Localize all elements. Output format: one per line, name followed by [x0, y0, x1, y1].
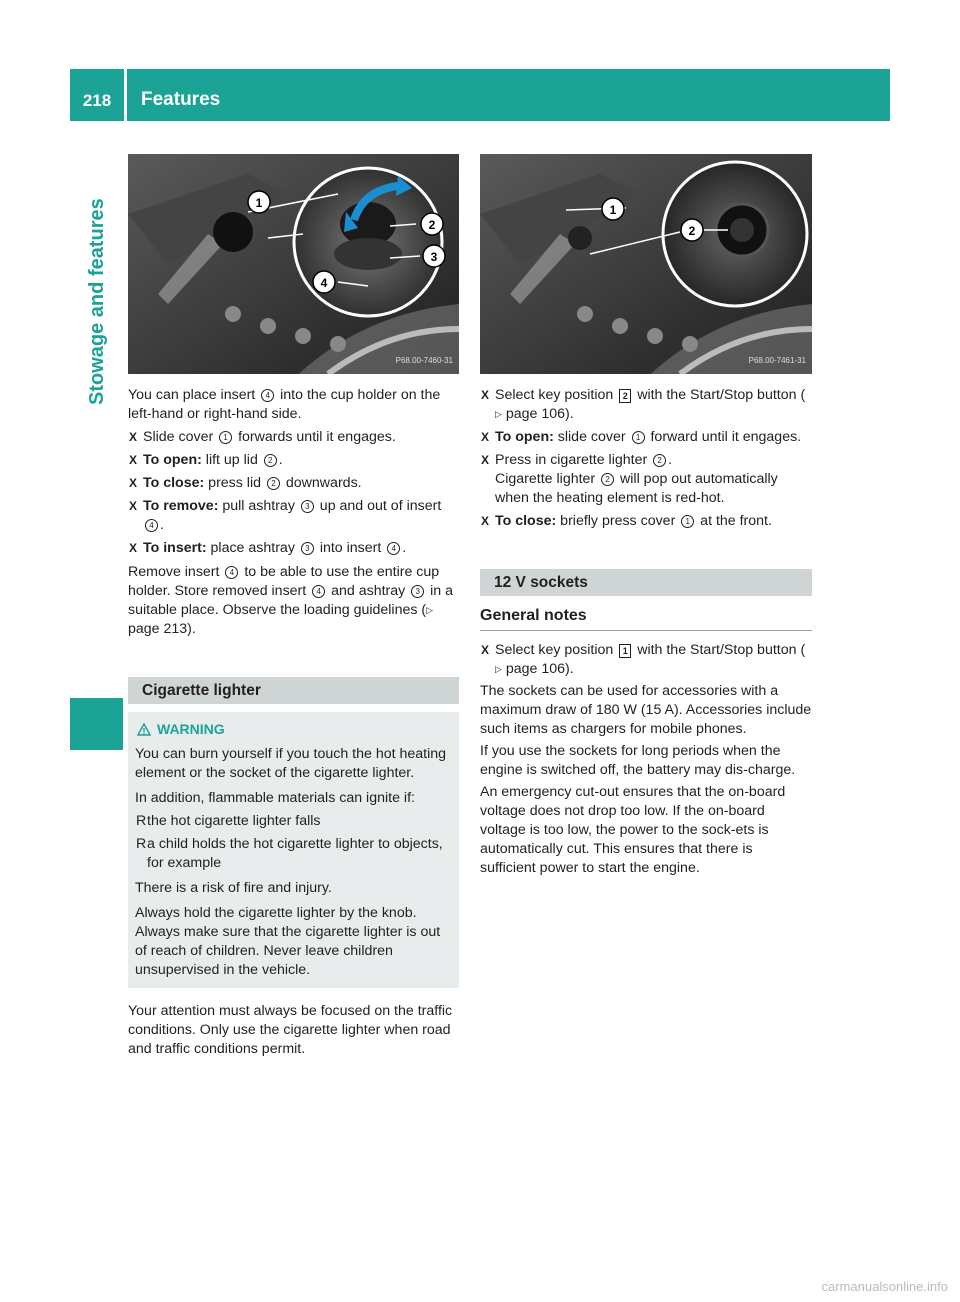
link-arrow-icon: ▷ — [495, 664, 502, 674]
watermark: carmanualsonline.info — [821, 1279, 948, 1294]
step-key-position-1: X Select key position 1 with the Start/Stop button (▷ page 106). — [481, 642, 806, 677]
svg-text:1: 1 — [255, 196, 263, 210]
link-arrow-icon: ▷ — [426, 605, 434, 615]
warning-text-1: You can burn yourself if you touch the hot heating element or the socket of the cigarette lighter. — [135, 746, 447, 781]
image-credit: P68.00-7461-31 — [748, 356, 806, 365]
callout-3 — [423, 245, 445, 267]
ashtray-illustration — [128, 154, 459, 374]
key-position-badge: 2 — [619, 389, 631, 403]
svg-text:1: 1 — [609, 203, 617, 217]
step-slide-cover: X Slide cover 1 forwards until it engages. — [129, 429, 396, 445]
ashtray-photo — [128, 154, 459, 374]
right-column — [480, 154, 812, 878]
sockets-paragraph-3: An emergency cut-out ensures that the on-board voltage does not drop too low. If the on-board voltage is too low, the power to the sock-ets is automatically cut. This ensures that there is sufficient power to start the engine. — [480, 784, 786, 876]
warning-text-2: In addition, flammable materials can ignite if: — [135, 790, 415, 806]
svg-text:3: 3 — [430, 250, 438, 264]
step-key-position-2: X Select key position 2 with the Start/Stop button (▷ page 106). — [481, 387, 806, 422]
warning-label: WARNING — [157, 721, 225, 737]
page-title: Features — [141, 89, 221, 110]
closing-paragraph: Your attention must always be focused on the traffic conditions. Only use the cigarette lighter when road and traffic conditions permit. — [128, 1003, 453, 1057]
side-tab-label: Stowage and features — [86, 198, 108, 405]
key-position-badge: 1 — [619, 644, 631, 658]
warning-box — [128, 712, 459, 988]
image-credit: P68.00-7460-31 — [395, 356, 453, 365]
warning-triangle-icon — [137, 723, 151, 736]
svg-text:2: 2 — [688, 224, 696, 238]
link-arrow-icon: ▷ — [495, 409, 502, 419]
section-12v-sockets: 12 V sockets — [480, 569, 812, 596]
step-open: X To open: slide cover 1 forward until it engages. — [481, 429, 802, 445]
warning-heading — [135, 720, 451, 739]
warning-bullet: R the hot cigarette lighter falls — [136, 813, 321, 829]
callout-4 — [313, 271, 335, 293]
header-divider — [124, 69, 127, 121]
step-press-lighter: X Press in cigarette lighter 2 . Cigarette lighter 2 will pop out automatically when the heating element is red-hot. — [481, 452, 778, 506]
step-close: X To close: briefly press cover 1 at the front. — [481, 513, 772, 529]
callout-2 — [681, 219, 703, 241]
step-insert: X To insert: place ashtray 3 into insert 4 . — [129, 540, 407, 556]
sockets-paragraph-1: The sockets can be used for accessories with a maximum draw of 180 W (15 A). Accessories include such items as chargers for mobile phones. — [480, 683, 812, 737]
section-cigarette-lighter: Cigarette lighter — [128, 677, 459, 704]
cigarette-lighter-photo — [480, 154, 812, 374]
callout-1 — [248, 191, 270, 213]
svg-text:4: 4 — [320, 276, 328, 290]
callout-1 — [602, 198, 624, 220]
step-open: X To open: lift up lid 2 . — [129, 452, 283, 468]
svg-text:2: 2 — [428, 218, 436, 232]
warning-bullet: R a child holds the hot cigarette lighter to objects, for example — [136, 836, 443, 871]
step-remove: X To remove: pull ashtray 3 up and out of insert 4 . — [129, 498, 442, 533]
warning-text-4: Always hold the cigarette lighter by the knob. Always make sure that the cigarette lighter is out of reach of children. Never leave children unsupervised in the vehicle. — [135, 905, 441, 978]
left-column — [128, 154, 459, 1059]
page-number: 218 — [82, 91, 112, 110]
step-close: X To close: press lid 2 downwards. — [129, 475, 362, 491]
cigarette-lighter-illustration — [480, 154, 812, 374]
intro-paragraph: You can place insert 4 into the cup holder on the left-hand or right-hand side. — [128, 387, 441, 422]
subheading-general-notes: General notes — [480, 606, 812, 631]
warning-text-3: There is a risk of fire and injury. — [135, 880, 332, 896]
sockets-paragraph-2: If you use the sockets for long periods when the engine is switched off, the battery may dis-charge. — [480, 743, 796, 778]
remove-insert-paragraph: Remove insert 4 to be able to use the entire cup holder. Store removed insert 4 and ashtray 3 in a suitable place. Observe the loading guidelines (▷ page 213). — [128, 564, 454, 637]
side-tab-marker — [70, 698, 123, 750]
callout-2 — [421, 213, 443, 235]
